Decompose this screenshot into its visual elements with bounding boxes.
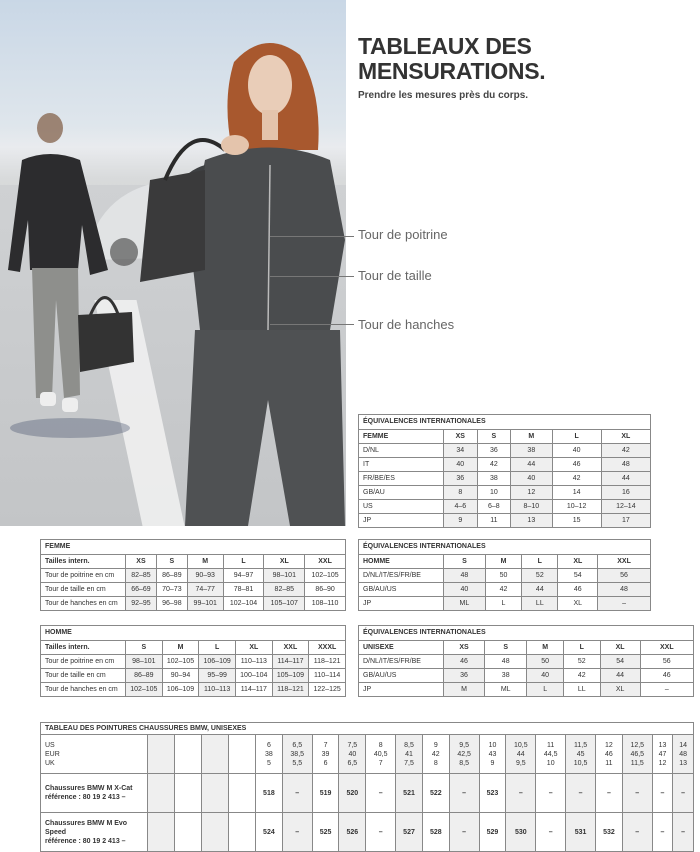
table-row <box>359 472 651 486</box>
header-cell: M <box>187 555 223 569</box>
table-row <box>359 669 694 683</box>
header-cell: L <box>223 555 264 569</box>
cell: 99–101 <box>187 597 223 611</box>
table-row <box>359 583 651 597</box>
measure-waist: Tour de taille <box>358 268 432 283</box>
title-line-1: TABLEAUX DES <box>358 33 532 59</box>
table-caption: ÉQUIVALENCES INTERNATIONALES <box>359 626 694 641</box>
header-cell: XXL <box>272 641 309 655</box>
label-eur: EUR <box>45 750 60 758</box>
ref-cell: 528 <box>422 813 449 852</box>
table-caption: TABLEAU DES POINTURES CHAUSSURES BMW, UNISEXES <box>41 723 694 735</box>
header-cell: XS <box>126 555 157 569</box>
homme-table <box>40 625 346 697</box>
cell: XL <box>600 683 640 697</box>
size-cell: 11,5 45 10,5 <box>566 735 596 774</box>
header-cell: XL <box>235 641 272 655</box>
ref-cell: 531 <box>566 813 596 852</box>
row-label: JP <box>359 683 444 697</box>
hips-line <box>270 324 354 325</box>
cell: 82–85 <box>126 569 157 583</box>
cell: 110–113 <box>235 655 272 669</box>
ref-cell: 526 <box>339 813 366 852</box>
table-row <box>359 458 651 472</box>
ref-cell: 522 <box>422 774 449 813</box>
spacer-cell <box>148 735 175 774</box>
cell: 36 <box>444 669 485 683</box>
row-label: GB/AU <box>359 486 444 500</box>
size-cell: 6 38 5 <box>256 735 283 774</box>
cell: 86–89 <box>156 569 187 583</box>
table-caption: ÉQUIVALENCES INTERNATIONALES <box>359 415 651 430</box>
cell: ML <box>444 597 486 611</box>
cell: 44 <box>600 669 640 683</box>
cell: 44 <box>522 583 558 597</box>
cell: 50 <box>485 569 521 583</box>
ref-cell: 529 <box>479 813 506 852</box>
header-cell: M <box>511 430 552 444</box>
table-caption: FEMME <box>41 540 346 555</box>
ref-cell: – <box>449 774 479 813</box>
spacer-cell <box>148 813 175 852</box>
row-label: D/NL <box>359 444 444 458</box>
cell: 66–69 <box>126 583 157 597</box>
cell: 114–117 <box>235 683 272 697</box>
cell: 92–95 <box>126 597 157 611</box>
size-cell: 6,5 38,5 5,5 <box>282 735 312 774</box>
row-label: FR/BE/ES <box>359 472 444 486</box>
cell: 44 <box>511 458 552 472</box>
cell: 50 <box>527 655 564 669</box>
cell: 110–113 <box>199 683 236 697</box>
size-cell: 14 48 13 <box>673 735 694 774</box>
cell: 46 <box>444 655 485 669</box>
header-cell: L <box>522 555 558 569</box>
ref-cell: 530 <box>506 813 536 852</box>
size-cell: 8 40,5 7 <box>366 735 396 774</box>
header-cell: S <box>126 641 163 655</box>
ref-cell: – <box>652 774 673 813</box>
waist-line <box>270 276 354 277</box>
header-cell: HOMME <box>359 555 444 569</box>
cell: 46 <box>552 458 601 472</box>
table-row <box>41 669 346 683</box>
cell: 10 <box>477 486 511 500</box>
table-row <box>359 500 651 514</box>
table-row <box>41 583 346 597</box>
ref-cell: – <box>449 813 479 852</box>
size-header-row <box>41 735 694 774</box>
table-row <box>359 683 694 697</box>
intl-unisexe-table <box>358 625 694 697</box>
cell: 40 <box>444 458 478 472</box>
cell: 12–14 <box>601 500 650 514</box>
cell: 54 <box>558 569 598 583</box>
cell: 15 <box>552 514 601 528</box>
subtitle: Prendre les mesures près du corps. <box>358 90 529 101</box>
cell: L <box>485 597 521 611</box>
table-row <box>359 444 651 458</box>
cell: 42 <box>563 669 600 683</box>
title-line-2: MENSURATIONS. <box>358 58 546 84</box>
ref-cell: 523 <box>479 774 506 813</box>
cell: 38 <box>477 472 511 486</box>
cell: 42 <box>601 444 650 458</box>
ref-cell: – <box>282 774 312 813</box>
cell: 40 <box>527 669 564 683</box>
cell: 52 <box>522 569 558 583</box>
cell: LL <box>563 683 600 697</box>
cell: 12 <box>511 486 552 500</box>
table-caption: ÉQUIVALENCES INTERNATIONALES <box>359 540 651 555</box>
ref-cell: 518 <box>256 774 283 813</box>
header-cell: XXL <box>640 641 693 655</box>
cell: 4–6 <box>444 500 478 514</box>
cell: 42 <box>485 583 521 597</box>
header-cell: M <box>527 641 564 655</box>
cell: 6–8 <box>477 500 511 514</box>
cell: 118–121 <box>309 655 346 669</box>
intl-femme-table <box>358 414 651 528</box>
header-cell: XXL <box>305 555 346 569</box>
size-cell: 8,5 41 7,5 <box>396 735 423 774</box>
cell: 122–125 <box>309 683 346 697</box>
row-label: Tour de taille en cm <box>41 669 126 683</box>
ref-cell: – <box>506 774 536 813</box>
header-cell: Tailles intern. <box>41 641 126 655</box>
cell: L <box>527 683 564 697</box>
cell: 70–73 <box>156 583 187 597</box>
cell: 114–117 <box>272 655 309 669</box>
cell: 105–109 <box>272 669 309 683</box>
cell: 52 <box>563 655 600 669</box>
cell: 90–93 <box>187 569 223 583</box>
ref-cell: 524 <box>256 813 283 852</box>
cell: 110–114 <box>309 669 346 683</box>
cell: 94–97 <box>223 569 264 583</box>
ref-cell: 519 <box>312 774 339 813</box>
header-cell: S <box>485 641 527 655</box>
cell: 102–105 <box>162 655 199 669</box>
cell: 36 <box>444 472 478 486</box>
table-row <box>41 683 346 697</box>
ref-cell: – <box>566 774 596 813</box>
table-row <box>359 514 651 528</box>
cell: 98–101 <box>126 655 163 669</box>
cell: 11 <box>477 514 511 528</box>
models-illustration <box>0 0 346 526</box>
cell: 118–121 <box>272 683 309 697</box>
cell: 56 <box>640 655 693 669</box>
header-cell: UNISEXE <box>359 641 444 655</box>
ref-cell: – <box>536 813 566 852</box>
cell: 74–77 <box>187 583 223 597</box>
row-label: Tour de poitrine en cm <box>41 569 126 583</box>
cell: 54 <box>600 655 640 669</box>
cell: 105–107 <box>264 597 305 611</box>
cell: 16 <box>601 486 650 500</box>
header-cell: XL <box>601 430 650 444</box>
ref-cell: – <box>622 813 652 852</box>
ref-cell: 525 <box>312 813 339 852</box>
row-label: GB/AU/US <box>359 669 444 683</box>
cell: 40 <box>511 472 552 486</box>
cell: 56 <box>598 569 651 583</box>
header-cell: XS <box>444 641 485 655</box>
row-label: Tour de poitrine en cm <box>41 655 126 669</box>
size-cell: 7,5 40 6,5 <box>339 735 366 774</box>
cell: – <box>598 597 651 611</box>
cell: XL <box>558 597 598 611</box>
cell: 86–89 <box>126 669 163 683</box>
header-cell: S <box>444 555 486 569</box>
row-label: D/NL/IT/ES/FR/BE <box>359 569 444 583</box>
cell: 8–10 <box>511 500 552 514</box>
cell: 90–94 <box>162 669 199 683</box>
size-cell: 7 39 6 <box>312 735 339 774</box>
cell: LL <box>522 597 558 611</box>
label-uk: UK <box>45 759 55 767</box>
cell: 108–110 <box>305 597 346 611</box>
spacer-cell <box>175 735 202 774</box>
cell: 9 <box>444 514 478 528</box>
spacer-cell <box>202 735 229 774</box>
ref-cell: 520 <box>339 774 366 813</box>
table-row <box>41 569 346 583</box>
cell: 95–99 <box>199 669 236 683</box>
measure-chest: Tour de poitrine <box>358 227 448 242</box>
table-row <box>41 655 346 669</box>
measure-hips: Tour de hanches <box>358 317 455 332</box>
cell: 48 <box>601 458 650 472</box>
spacer-cell <box>229 813 256 852</box>
cell: 10–12 <box>552 500 601 514</box>
cell: 46 <box>640 669 693 683</box>
table-caption: HOMME <box>41 626 346 641</box>
cell: 38 <box>485 669 527 683</box>
cell: 48 <box>485 655 527 669</box>
ref-cell: – <box>652 813 673 852</box>
header-cell: FEMME <box>359 430 444 444</box>
cell: 96–98 <box>156 597 187 611</box>
spacer-cell <box>175 774 202 813</box>
cell: 36 <box>477 444 511 458</box>
spacer-cell <box>202 774 229 813</box>
spacer-cell <box>175 813 202 852</box>
header-cell: S <box>477 430 511 444</box>
cell: 82–85 <box>264 583 305 597</box>
size-cell: 12,5 46,5 11,5 <box>622 735 652 774</box>
cell: 42 <box>552 472 601 486</box>
row-label: US <box>359 500 444 514</box>
cell: 48 <box>444 569 486 583</box>
size-cell: 10,5 44 9,5 <box>506 735 536 774</box>
row-label: Tour de taille en cm <box>41 583 126 597</box>
header-cell: XL <box>600 641 640 655</box>
product-label: Chaussures BMW M Evo Speed référence : 80 19 2 413 – <box>41 813 148 852</box>
header-cell: XL <box>264 555 305 569</box>
header-cell: L <box>552 430 601 444</box>
header-cell: XXL <box>598 555 651 569</box>
product-label: Chaussures BMW M X-Cat référence : 80 19 2 413 – <box>41 774 148 813</box>
row-label: GB/AU/US <box>359 583 444 597</box>
cell: 42 <box>477 458 511 472</box>
cell: 98–101 <box>264 569 305 583</box>
ref-cell: – <box>536 774 566 813</box>
ref-cell: 532 <box>596 813 623 852</box>
row-label: D/NL/IT/ES/FR/BE <box>359 655 444 669</box>
cell: 40 <box>552 444 601 458</box>
femme-table <box>40 539 346 611</box>
cell: 34 <box>444 444 478 458</box>
ref-cell: 527 <box>396 813 423 852</box>
cell: ML <box>485 683 527 697</box>
header-cell: L <box>563 641 600 655</box>
cell: 102–105 <box>126 683 163 697</box>
size-cell: 13 47 12 <box>652 735 673 774</box>
size-cell: 9 42 8 <box>422 735 449 774</box>
cell: 40 <box>444 583 486 597</box>
size-label-cell <box>41 735 148 774</box>
header-cell: M <box>162 641 199 655</box>
spacer-cell <box>148 774 175 813</box>
cell: 78–81 <box>223 583 264 597</box>
row-label: Tour de hanches en cm <box>41 683 126 697</box>
table-row <box>359 569 651 583</box>
chest-line <box>270 236 354 237</box>
shoe-table <box>40 722 694 852</box>
table-row <box>359 597 651 611</box>
product-row-xcat <box>41 774 694 813</box>
spacer-cell <box>229 774 256 813</box>
cell: 17 <box>601 514 650 528</box>
header-cell: S <box>156 555 187 569</box>
ref-cell: – <box>366 774 396 813</box>
cell: 44 <box>601 472 650 486</box>
ref-cell: – <box>596 774 623 813</box>
header-cell: Tailles intern. <box>41 555 126 569</box>
ref-cell: – <box>673 813 694 852</box>
page-title <box>358 34 545 84</box>
label-us: US <box>45 741 55 749</box>
cell: 14 <box>552 486 601 500</box>
table-row <box>41 597 346 611</box>
cell: M <box>444 683 485 697</box>
row-label: IT <box>359 458 444 472</box>
row-label: JP <box>359 514 444 528</box>
cell: 8 <box>444 486 478 500</box>
table-row <box>359 486 651 500</box>
size-cell: 11 44,5 10 <box>536 735 566 774</box>
header-cell: XXXL <box>309 641 346 655</box>
size-cell: 12 46 11 <box>596 735 623 774</box>
cell: 48 <box>598 583 651 597</box>
ref-cell: – <box>622 774 652 813</box>
table-row <box>359 655 694 669</box>
cell: 13 <box>511 514 552 528</box>
size-cell: 10 43 9 <box>479 735 506 774</box>
cell: – <box>640 683 693 697</box>
product-row-evo-speed <box>41 813 694 852</box>
row-label: JP <box>359 597 444 611</box>
cell: 100–104 <box>235 669 272 683</box>
spacer-cell <box>202 813 229 852</box>
spacer-cell <box>229 735 256 774</box>
cell: 46 <box>558 583 598 597</box>
header-cell: M <box>485 555 521 569</box>
ref-cell: 521 <box>396 774 423 813</box>
header-cell: XL <box>558 555 598 569</box>
cell: 106–109 <box>162 683 199 697</box>
header-cell: XS <box>444 430 478 444</box>
row-label: Tour de hanches en cm <box>41 597 126 611</box>
cell: 102–105 <box>305 569 346 583</box>
ref-cell: – <box>366 813 396 852</box>
ref-cell: – <box>673 774 694 813</box>
cell: 106–109 <box>199 655 236 669</box>
ref-cell: – <box>282 813 312 852</box>
cell: 86–90 <box>305 583 346 597</box>
header-cell: L <box>199 641 236 655</box>
intl-homme-table <box>358 539 651 611</box>
hero-photo <box>0 0 346 526</box>
cell: 38 <box>511 444 552 458</box>
cell: 102–104 <box>223 597 264 611</box>
size-cell: 9,5 42,5 8,5 <box>449 735 479 774</box>
